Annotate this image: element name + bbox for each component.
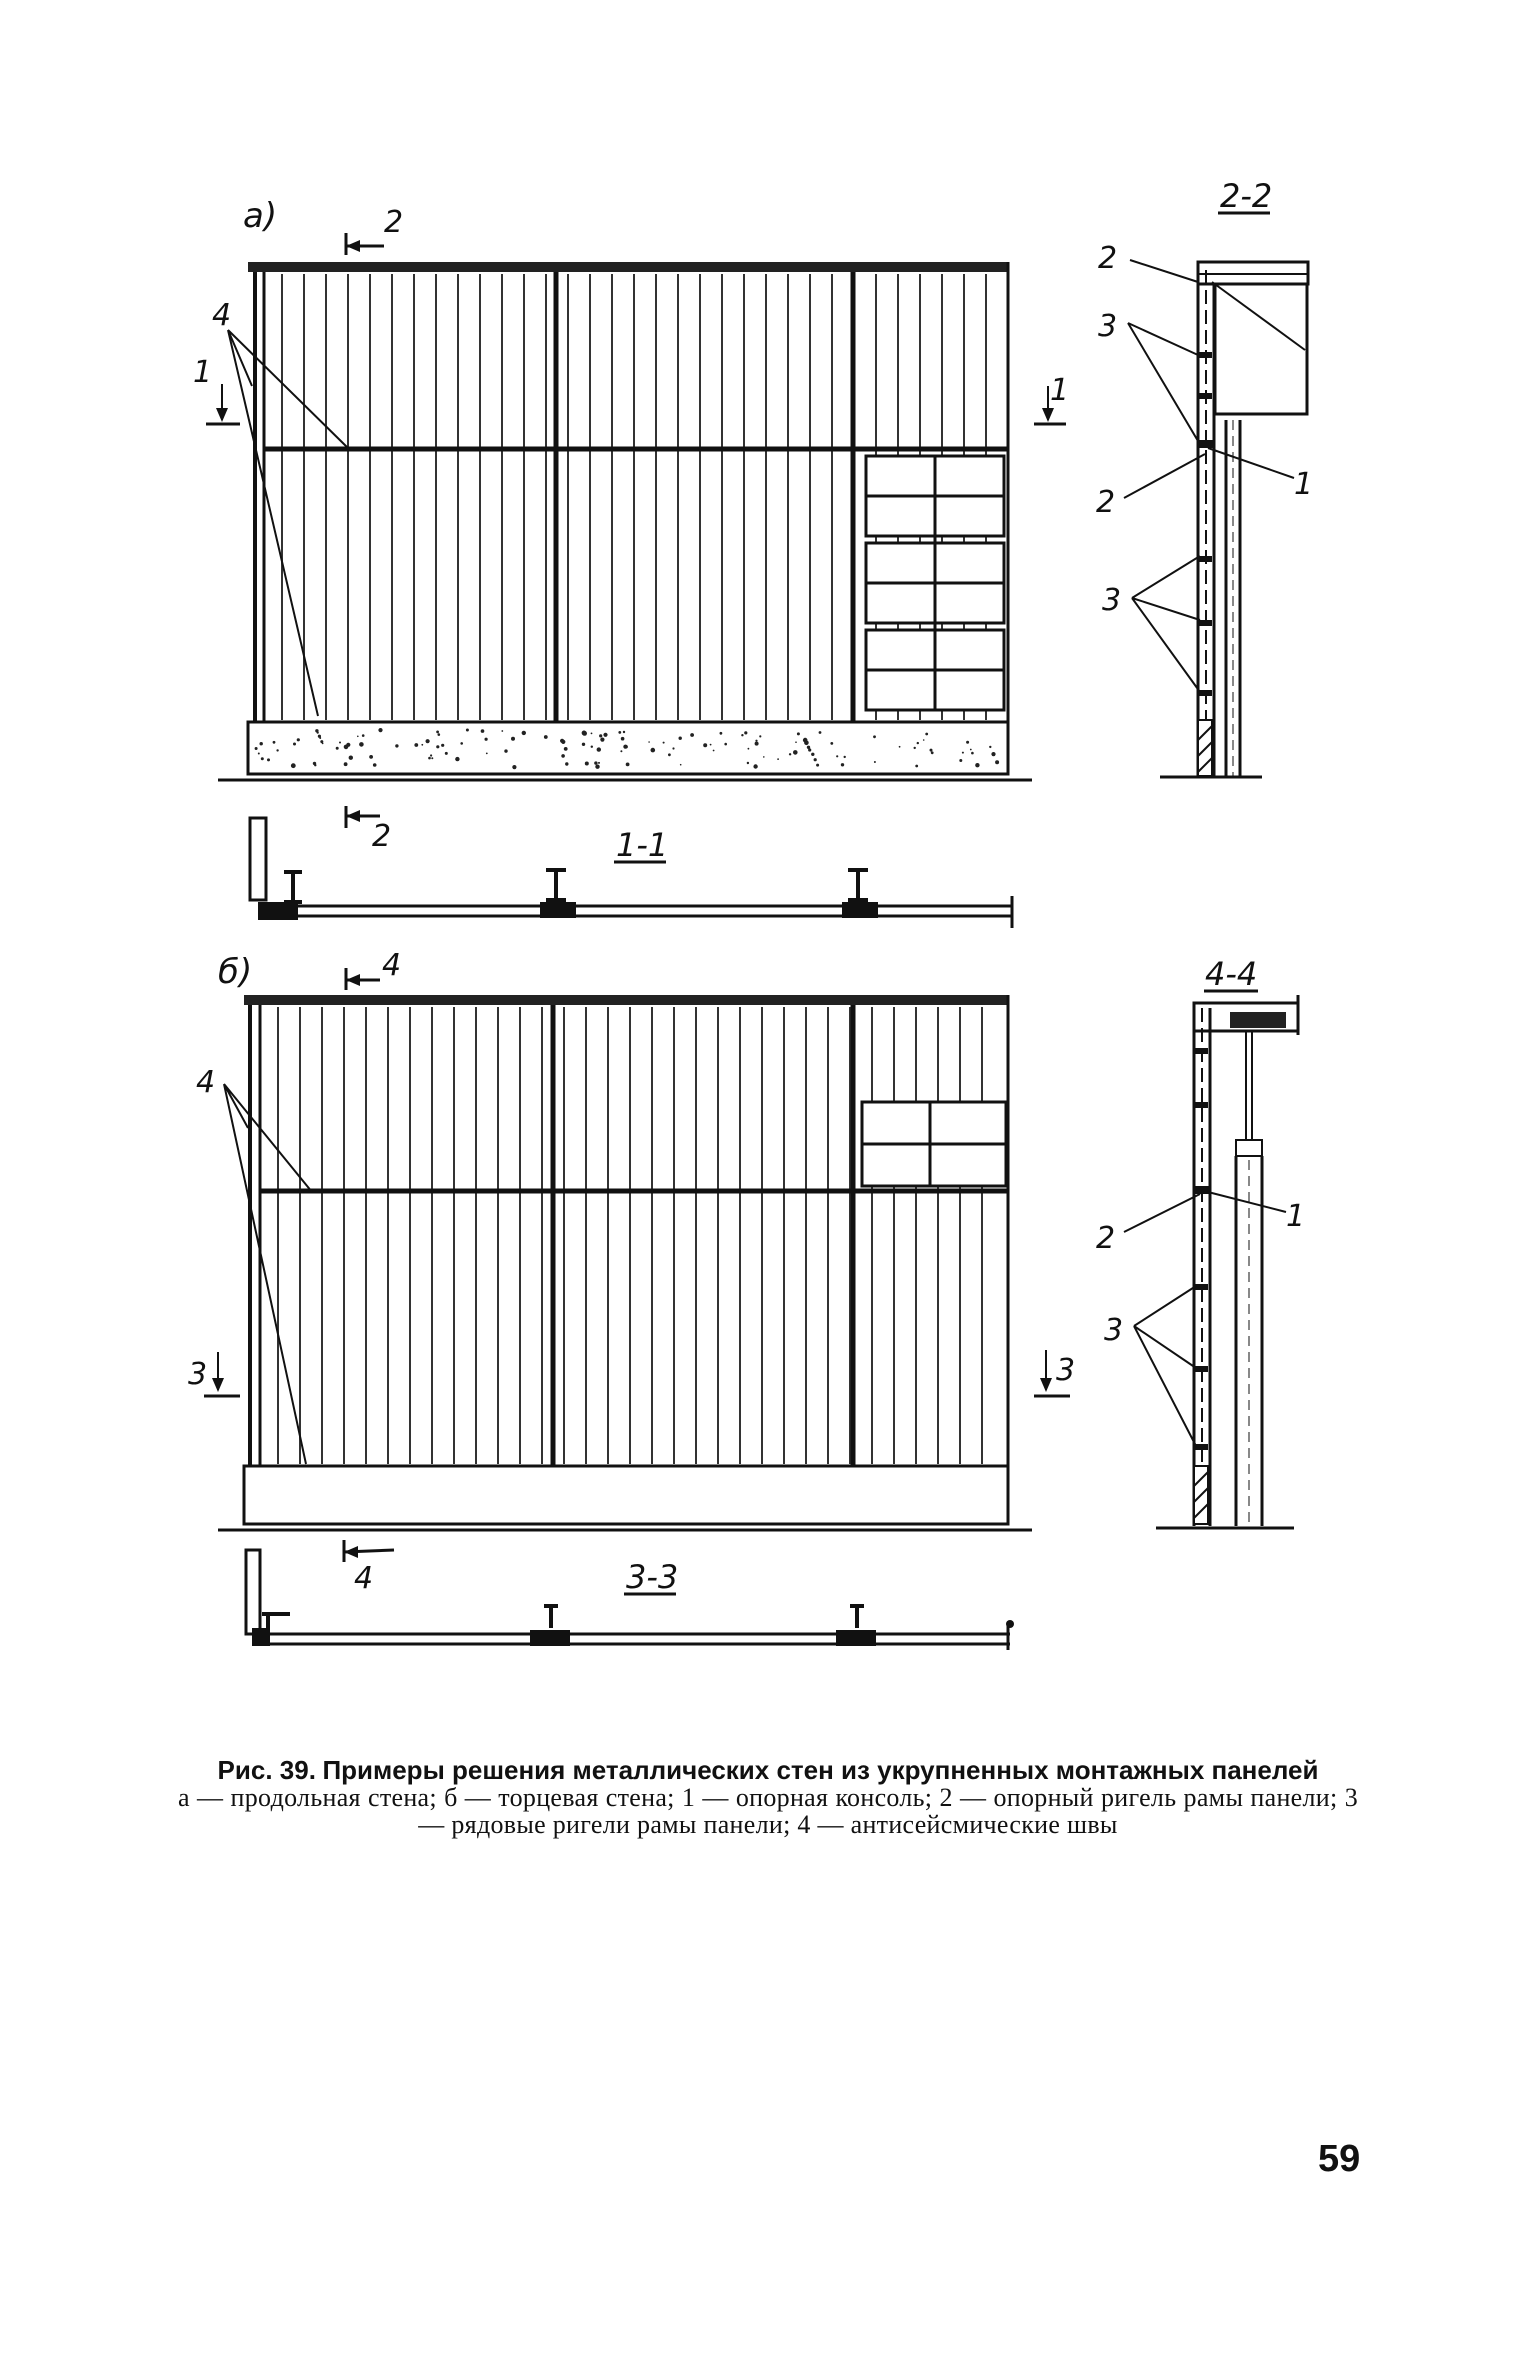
panel-b-label: б) bbox=[218, 952, 253, 992]
callout-4: 4 bbox=[212, 298, 232, 333]
section-mark-1-right: 1 bbox=[1050, 373, 1070, 408]
figure-caption bbox=[178, 1757, 1358, 1838]
page-number: 59 bbox=[1318, 2138, 1361, 2180]
section-4-4 bbox=[1096, 955, 1305, 1528]
caption-title-line bbox=[178, 1757, 1358, 1784]
callout-2-lower: 2 bbox=[1096, 485, 1116, 520]
figure-number: Рис. 39. bbox=[217, 1755, 316, 1785]
wall-b-corrugation bbox=[278, 1007, 982, 1464]
caption-legend: а — продольная стена; б — торцевая стена; 1 — опорная консоль; 2 — опорный ригель рамы панели; 3 — рядовые ригели рамы панели; 4 — антисейсмические швы bbox=[178, 1783, 1358, 1839]
panel-a-label: а) bbox=[243, 196, 278, 236]
section-mark-4-bottom: 4 bbox=[354, 1561, 374, 1596]
callout-3-lower: 3 bbox=[1102, 583, 1122, 618]
callout-3-upper: 3 bbox=[1098, 309, 1118, 344]
caption-title: Примеры решения металлических стен из укрупненных монтажных панелей bbox=[322, 1755, 1319, 1785]
section-mark-3-right: 3 bbox=[1056, 1353, 1076, 1388]
section-2-2-label: 2-2 bbox=[1220, 177, 1273, 215]
section-4-4-label: 4-4 bbox=[1205, 955, 1258, 993]
callout-4-b: 4 bbox=[196, 1065, 216, 1100]
callout-1-b: 1 bbox=[1286, 1199, 1306, 1234]
callout-3-b: 3 bbox=[1104, 1313, 1124, 1348]
section-mark-4: 4 bbox=[382, 948, 402, 983]
longitudinal-wall-elevation bbox=[193, 196, 1069, 780]
section-1-1-label: 1-1 bbox=[616, 826, 669, 864]
section-mark-1: 1 bbox=[193, 355, 213, 390]
section-mark-2-bottom: 2 bbox=[372, 819, 392, 854]
callout-2-b: 2 bbox=[1096, 1221, 1116, 1256]
window-a bbox=[866, 456, 1004, 710]
end-wall-elevation bbox=[188, 948, 1075, 1530]
section-mark-3: 3 bbox=[188, 1357, 208, 1392]
section-mark-2: 2 bbox=[384, 205, 404, 240]
section-3-3-label: 3-3 bbox=[626, 1558, 679, 1596]
callout-1: 1 bbox=[1294, 467, 1314, 502]
section-3-3-plan bbox=[246, 1540, 1014, 1650]
callout-2-2-top: 2 bbox=[1098, 241, 1118, 276]
window-b bbox=[862, 1102, 1006, 1186]
section-2-2 bbox=[1096, 177, 1313, 777]
section-1-1-plan bbox=[250, 806, 1012, 928]
